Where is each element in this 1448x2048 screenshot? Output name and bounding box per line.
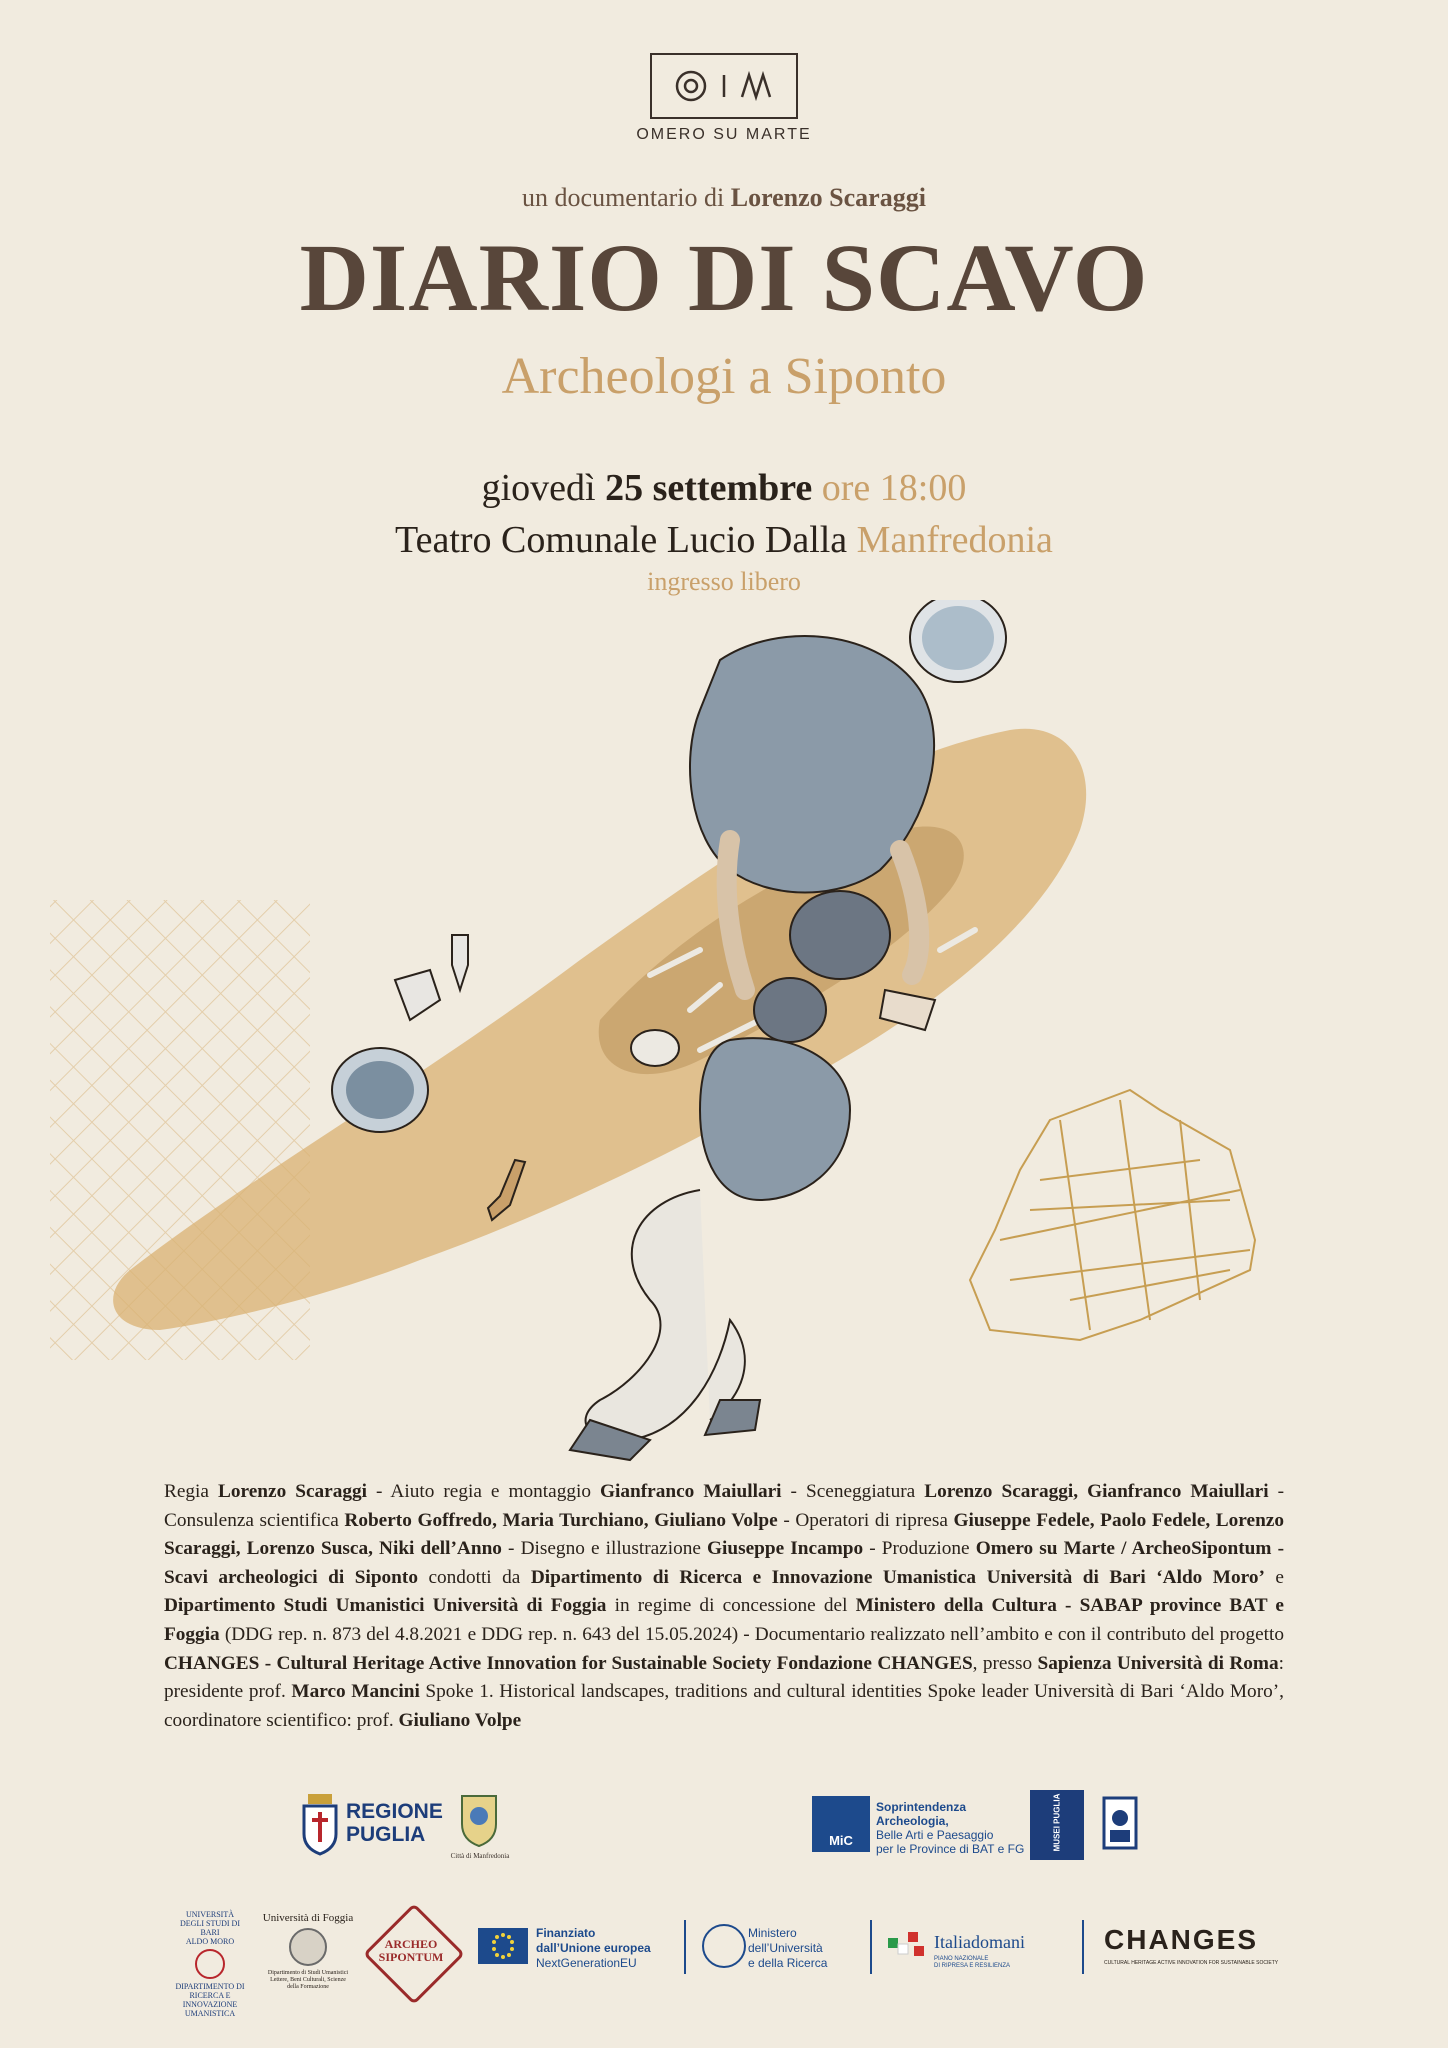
credit-name: Marco Mancini — [291, 1681, 420, 1703]
excavation-illustration — [0, 600, 1448, 1480]
uniba-dept-line: RICERCA E — [189, 1991, 231, 2000]
credit-text: in regime di concessione del — [606, 1595, 856, 1617]
soprintendenza-line: per le Province di BAT e FG — [876, 1842, 1025, 1856]
divider — [684, 1920, 686, 1974]
soprintendenza-line: Belle Arti e Paesaggio — [876, 1828, 994, 1842]
musei-puglia-logo — [1030, 1790, 1084, 1860]
event-venue-line — [0, 518, 1448, 562]
eu-line: dall’Unione europea — [536, 1941, 651, 1955]
mic-label: MiC — [829, 1833, 853, 1848]
logo-mark-icon — [652, 55, 796, 117]
siponto-map-sketch — [970, 1090, 1255, 1340]
credit-name: Giuliano Volpe — [398, 1709, 522, 1731]
credit-name: Roberto Goffredo, Maria Turchiano, Giuliano Volpe — [344, 1509, 778, 1531]
unifg-dept-line: Lettere, Beni Culturali, Scienze — [270, 1977, 346, 1983]
changes-sub: CULTURAL HERITAGE ACTIVE INNOVATION FOR SUSTAINABLE SOCIETY — [1104, 1960, 1279, 1966]
credit-text: Spoke 1. Historical landscapes, traditions and cultural identities Spoke leader Università di Bari ‘Aldo Moro’, coordinatore scientifico: prof. — [164, 1681, 1284, 1731]
credit-text: Regia — [164, 1481, 219, 1502]
musei-puglia-label: MUSEI PUGLIA — [1052, 1793, 1062, 1852]
castle-logo-icon — [1090, 1790, 1150, 1854]
unifg-label: Università di Foggia — [262, 1912, 354, 1924]
credit-text: - Produzione — [863, 1538, 976, 1560]
event-entry: ingresso libero — [647, 567, 801, 596]
uniba-line: ALDO MORO — [185, 1937, 235, 1946]
manfredonia-label: Città di Manfredonia — [450, 1852, 510, 1860]
credit-text: - Sceneggiatura — [781, 1481, 925, 1502]
eu-flag-icon — [478, 1928, 528, 1964]
unifg-dept-line: della Formazione — [287, 1984, 329, 1990]
byline-author: Lorenzo Scaraggi — [730, 183, 926, 212]
credit-text: e — [1264, 1566, 1284, 1588]
changes-logo: CHANGES — [1104, 1924, 1259, 1955]
credit-text: , presso — [972, 1652, 1038, 1674]
credit-name: CHANGES - Cultural Heritage Active Innovation for Sustainable Society Fondazione CHANGES — [164, 1652, 973, 1674]
event-weekday: giovedì — [481, 467, 596, 509]
event-time: ore 18:00 — [821, 467, 967, 509]
credit-text: - Disegno e illustrazione — [501, 1538, 708, 1560]
credit-name: Gianfranco Maiullari — [600, 1481, 782, 1502]
credit-name: Lorenzo Scaraggi — [218, 1481, 367, 1502]
credit-text: - Aiuto regia e montaggio — [367, 1481, 601, 1502]
mur-line: Ministero — [748, 1926, 797, 1940]
regione-puglia-crest-icon — [300, 1790, 340, 1858]
logo-omero-su-marte — [650, 53, 798, 119]
skull-icon — [631, 1030, 679, 1066]
event-date: 25 settembre — [605, 467, 813, 509]
uniba-dept-line: DIPARTIMENTO DI — [175, 1982, 245, 1991]
mur-line: e della Ricerca — [748, 1956, 828, 1970]
archeosipontum-label: ARCHEO SIPONTUM — [378, 1937, 444, 1964]
byline — [0, 183, 1448, 213]
page-subtitle: Archeologi a Siponto — [501, 348, 947, 405]
credit-name: Lorenzo Scaraggi, Gianfranco Maiullari — [924, 1481, 1269, 1502]
bucket-icon — [332, 1048, 428, 1132]
divider — [1082, 1920, 1084, 1974]
page-title: DIARIO DI SCAVO — [299, 224, 1149, 331]
uniba-seal-icon — [195, 1949, 225, 1979]
uniba-dept-line: INNOVAZIONE UMANISTICA — [182, 2000, 238, 2018]
eu-line: Finanziato — [536, 1926, 596, 1940]
event-date-line — [0, 466, 1448, 510]
credit-name: Giuseppe Incampo — [707, 1538, 864, 1560]
credit-name: Omero su Marte / ArcheoSipontum - Scavi archeologici di Siponto — [164, 1538, 1284, 1588]
event-city: Manfredonia — [856, 519, 1053, 561]
uniba-logo — [170, 1910, 250, 2018]
event-venue: Teatro Comunale Lucio Dalla — [395, 519, 848, 561]
unifg-seal-icon — [289, 1928, 327, 1966]
trowel-icon — [395, 970, 440, 1020]
italiadomani-mark-icon — [888, 1928, 928, 1964]
uniba-line: UNIVERSITÀ — [186, 1910, 234, 1919]
credit-text: (DDG rep. n. 873 del 4.8.2021 e DDG rep. n. 643 del 15.05.2024) - Documentario realizzato nell’ambito e con il contributo del progetto — [219, 1623, 1284, 1645]
credit-name: Dipartimento di Ricerca e Innovazione Umanistica Università di Bari ‘Aldo Moro’ — [530, 1566, 1265, 1588]
divider — [870, 1920, 872, 1974]
mur-label — [748, 1926, 868, 1971]
credits-text — [164, 1478, 1284, 1735]
italiadomani-sub — [934, 1956, 1054, 1970]
bucket-icon — [910, 600, 1006, 682]
manfredonia-crest-icon — [452, 1788, 506, 1856]
regione-puglia-label: REGIONE PUGLIA — [346, 1800, 443, 1846]
eu-label — [536, 1926, 676, 1971]
unifg-dept-line: Dipartimento di Studi Umanistici — [267, 1970, 349, 1976]
credit-text: condotti da — [417, 1566, 531, 1588]
credit-text: - Consulenza scientifica — [164, 1481, 1285, 1531]
credits-block — [164, 1478, 1284, 1735]
credit-text: - Operatori di ripresa — [777, 1509, 954, 1531]
eu-line: NextGenerationEU — [536, 1956, 637, 1970]
mic-logo — [812, 1796, 870, 1852]
soprintendenza-line: Soprintendenza — [876, 1800, 967, 1814]
eu-stars — [492, 1933, 514, 1959]
mur-line: dell’Università — [748, 1941, 823, 1955]
uniba-line: DEGLI STUDI DI BARI — [180, 1919, 240, 1937]
italiadomani-sub-line: DI RIPRESA E RESILIENZA — [934, 1963, 1011, 1969]
italiadomani-sub-line: PIANO NAZIONALE — [934, 1956, 989, 1962]
credit-name: Giuseppe Fedele, Paolo Fedele, Lorenzo Scaraggi, Lorenzo Susca, Niki dell’Anno — [164, 1509, 1284, 1560]
italiadomani-label: Italiadomani — [934, 1932, 1025, 1952]
byline-prefix: un documentario di — [522, 183, 725, 212]
credit-name: Ministero della Cultura - SABAP province BAT e Foggia — [164, 1595, 1284, 1645]
trowel-icon — [452, 935, 468, 990]
soprintendenza-label — [876, 1800, 1026, 1856]
mur-emblem-icon — [702, 1924, 746, 1968]
unifg-logo — [258, 1912, 358, 1991]
credit-name: Sapienza Università di Roma — [1037, 1652, 1279, 1674]
logo-name: OMERO SU MARTE — [636, 126, 812, 143]
credit-name: Dipartimento Studi Umanistici Università di Foggia — [164, 1595, 607, 1617]
soprintendenza-line: Archeologia, — [876, 1814, 949, 1828]
credit-text: : presidente prof. — [164, 1652, 1284, 1703]
